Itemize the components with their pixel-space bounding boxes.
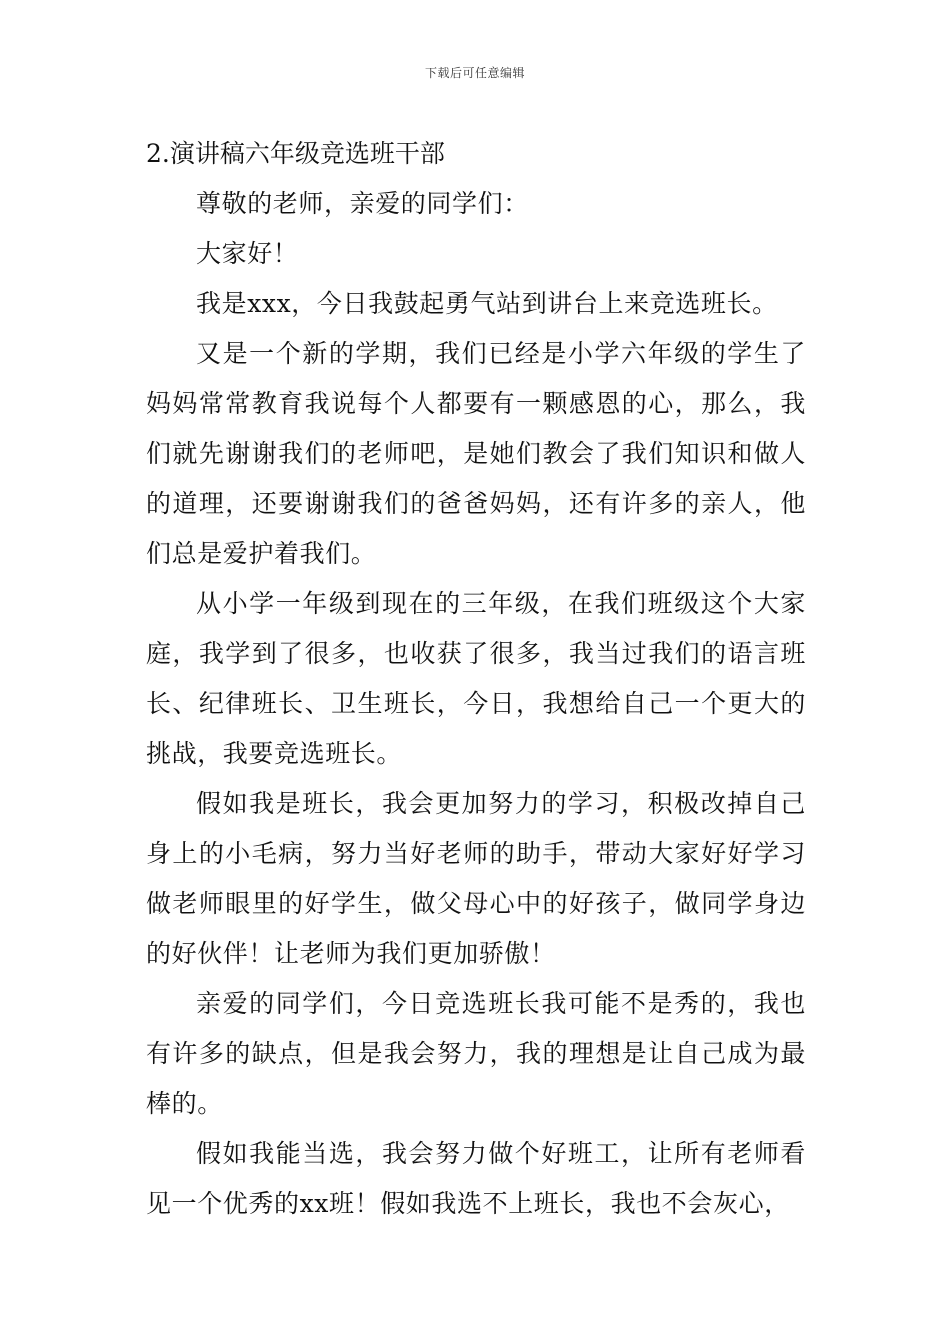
paragraph-outcome: 假如我能当选，我会努力做个好班工，让所有老师看见一个优秀的xx班！假如我选不上班长，我也不会灰心， (146, 1139, 806, 1218)
paragraph-humility: 亲爱的同学们，今日竞选班长我可能不是秀的，我也有许多的缺点，但是我会努力，我的理想是让自己成为最棒的。 (146, 989, 806, 1118)
paragraph-experience: 从小学一年级到现在的三年级，在我们班级这个大家庭，我学到了很多，也收获了很多，我当过我们的语言班长、纪律班长、卫生班长，今日，我想给自己一个更大的挑战，我要竞选班长。 (146, 589, 806, 768)
paragraph-hello: 大家好！ (196, 239, 299, 268)
page-header-note: 下载后可任意编辑 (424, 66, 525, 80)
paragraph-promise: 假如我是班长，我会更加努力的学习，积极改掉自己身上的小毛病，努力当好老师的助手，带动大家好好学习做老师眼里的好学生，做父母心中的好孩子，做同学身边的好伙伴！让老师为我们更加骄傲！ (146, 789, 806, 968)
paragraph-greeting: 尊敬的老师，亲爱的同学们： (196, 189, 529, 218)
document-title: 2.演讲稿六年级竞选班干部 (146, 139, 445, 168)
paragraph-gratitude: 又是一个新的学期，我们已经是小学六年级的学生了妈妈常常教育我说每个人都要有一颗感恩的心，那么，我们就先谢谢我们的老师吧，是她们教会了我们知识和做人的道理，还要谢谢我们的爸爸妈妈，还有许多的亲人，他们总是爱护着我们。 (146, 339, 806, 568)
paragraph-intro: 我是xxx，今日我鼓起勇气站到讲台上来竞选班长。 (196, 289, 778, 318)
document-body (146, 129, 806, 1229)
